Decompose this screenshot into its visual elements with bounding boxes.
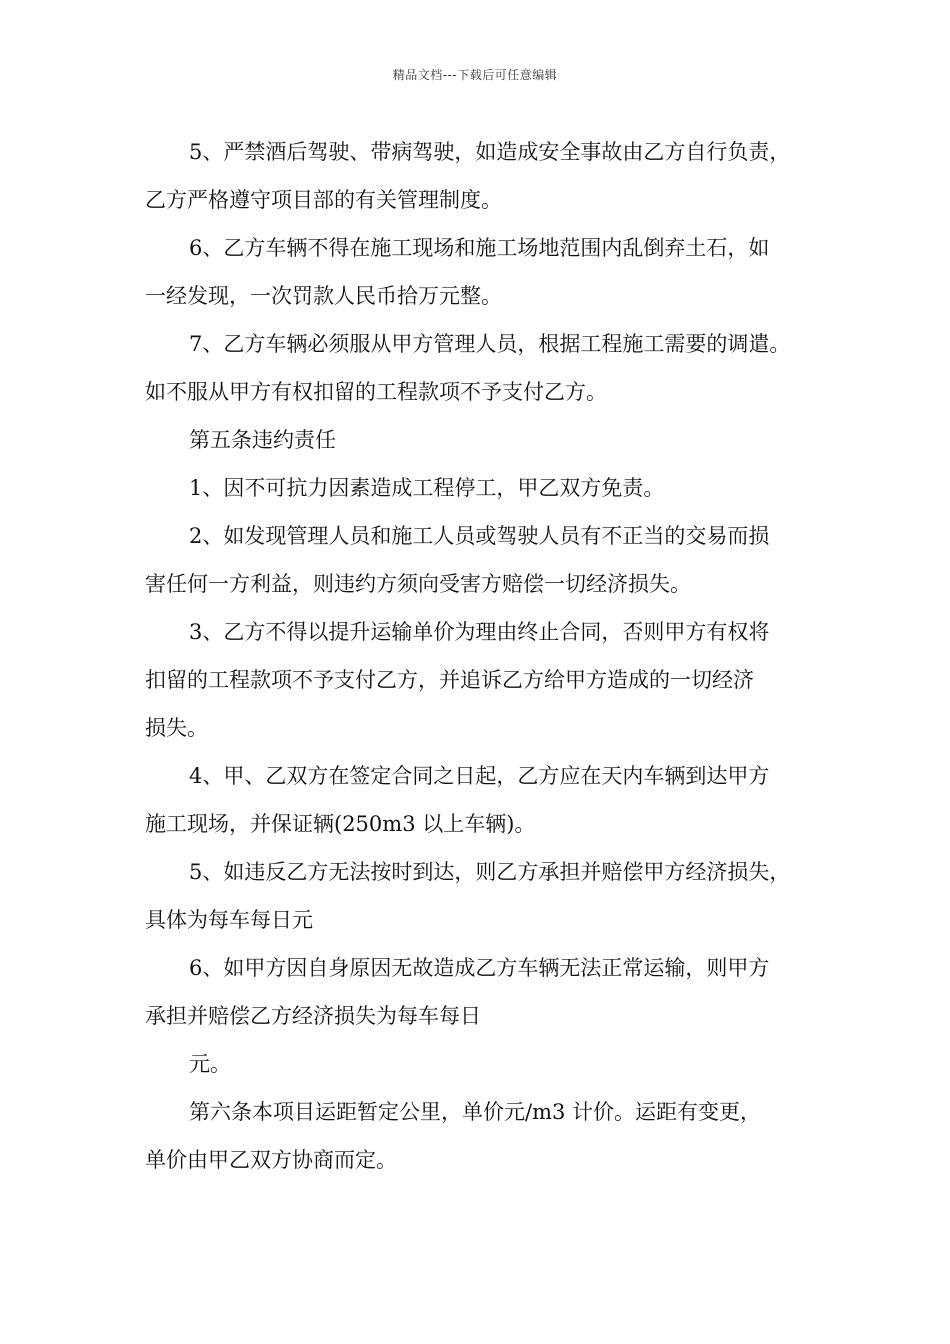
text-line: 6、如甲方因自身原因无故造成乙方车辆无法正常运输，则甲方 [189,956,770,980]
text-line: 2、如发现管理人员和施工人员或驾驶人员有不正当的交易而损 [189,524,770,548]
text-line: 第六条本项目运距暂定公里，单价元/m3 计价。运距有变更， [189,1100,762,1124]
text-line: 单价由甲乙双方协商而定。 [145,1148,397,1172]
text-line: 害任何一方利益，则违约方须向受害方赔偿一切经济损失。 [145,572,691,596]
text-line: 具体为每车每日元 [145,908,313,932]
page-header: 精品文档---下载后可任意编辑 [392,68,558,82]
section-heading: 第五条违约责任 [189,428,336,452]
text-line: 6、乙方车辆不得在施工现场和施工场地范围内乱倒弃土石，如 [189,236,770,260]
document-body [145,128,825,1184]
text-line: 乙方严格遵守项目部的有关管理制度。 [145,188,502,212]
text-line: 一经发现，一次罚款人民币拾万元整。 [145,284,502,308]
text-line: 如不服从甲方有权扣留的工程款项不予支付乙方。 [145,380,607,404]
text-line: 5、如违反乙方无法按时到达，则乙方承担并赔偿甲方经济损失， [189,860,791,884]
text-line: 5、严禁酒后驾驶、带病驾驶，如造成安全事故由乙方自行负责， [189,140,791,164]
text-line: 4、甲、乙双方在签定合同之日起，乙方应在天内车辆到达甲方 [189,764,770,788]
text-line: 元。 [189,1052,231,1076]
text-line: 承担并赔偿乙方经济损失为每车每日 [145,1004,481,1028]
text-line: 扣留的工程款项不予支付乙方，并追诉乙方给甲方造成的一切经济 [145,668,754,692]
text-line: 损失。 [145,716,208,740]
text-line: 施工现场，并保证辆(250m3 以上车辆)。 [145,812,536,836]
text-line: 3、乙方不得以提升运输单价为理由终止合同，否则甲方有权将 [189,620,770,644]
text-line: 7、乙方车辆必须服从甲方管理人员，根据工程施工需要的调遣。 [189,332,791,356]
text-line: 1、因不可抗力因素造成工程停工，甲乙双方免责。 [189,476,665,500]
